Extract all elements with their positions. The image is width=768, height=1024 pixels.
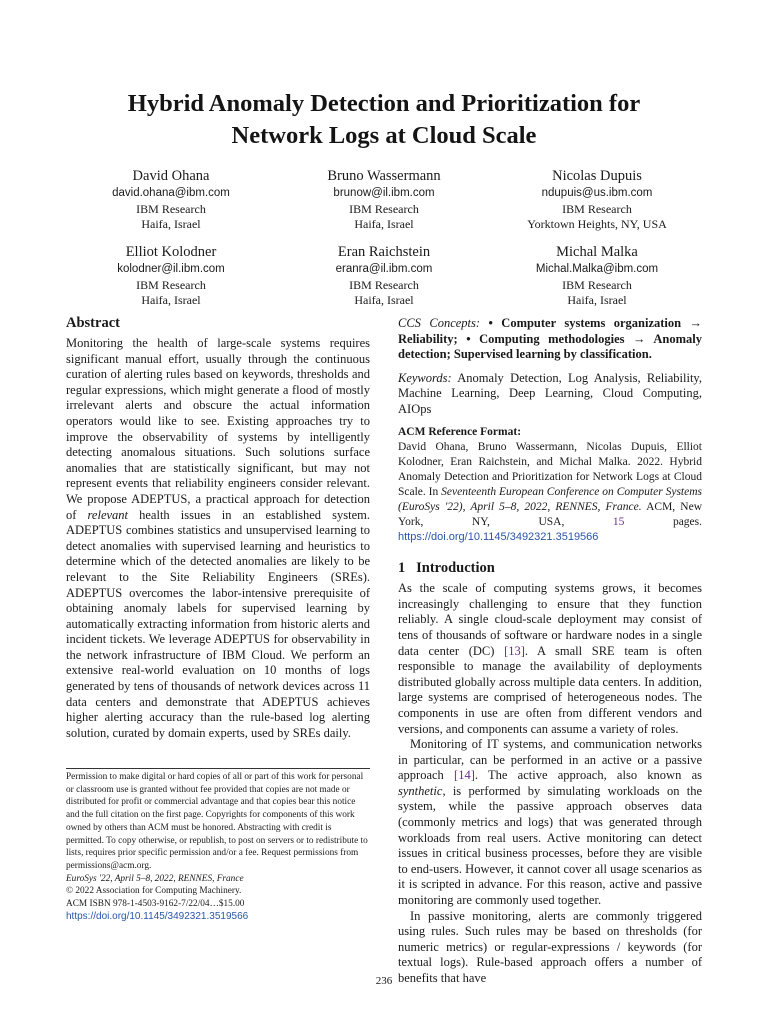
abstract-text-1: Monitoring the health of large-scale systems requires significant manual effort, usually through the continuous curation of alerting rules based on keywords, thresholds and regular expressions, which might generate a flood of mostly irrelevant alerts and obscure the actual information operators would like to see. Existing approaches try to improve the observability of systems by intelligently detecting anomalous situations. Such solutions surface anomalies that are statistically significant, but may not represent events that reliability engineers consider relevant. We propose ADEPTUS, a practical approach for detection of: [66, 336, 370, 522]
paper-title: [60, 88, 708, 152]
keywords-text: Anomaly Detection, Log Analysis, Reliability, Machine Learning, Deep Learning, Cloud Computing, AIOps: [398, 370, 702, 416]
author-name: Michal Malka: [556, 244, 638, 260]
title-line-2: Network Logs at Cloud Scale: [231, 122, 537, 149]
author-name: David Ohana: [132, 168, 210, 184]
author-block-4: [66, 243, 276, 309]
title-line-1: Hybrid Anomaly Detection and Prioritization for: [127, 90, 641, 117]
footnote-doi-link[interactable]: https://doi.org/10.1145/3492321.3519566: [66, 910, 249, 922]
abstract-emphasis: relevant: [87, 507, 129, 522]
author-org: IBM Research: [349, 201, 419, 216]
isbn-line: ACM ISBN 978-1-4503-9162-7/22/04…$15.00: [66, 899, 245, 910]
conference-venue: EuroSys '22, April 5–8, 2022, RENNES, France: [66, 873, 244, 884]
permission-notice: Permission to make digital or hard copies of all or part of this work for personal or classroom use is granted without fee provided that copies are not made or distributed for profit or commercial advantage and that copies bear this notice and the full citation on the first page. Copyrights for components of this work owned by others than ACM must be honored. Abstracting with credit is permitted. To copy otherwise, or republish, to post on servers or to redistribute to lists, requires prior specific permission and/or a fee. Request permissions from permissions@acm.org.: [66, 772, 368, 871]
author-block-6: [492, 243, 702, 309]
author-name: Eran Raichstein: [337, 244, 431, 260]
author-org: IBM Research: [562, 201, 632, 216]
author-email[interactable]: Michal.Malka@ibm.com: [535, 263, 659, 275]
author-org: IBM Research: [136, 201, 206, 216]
author-org: IBM Research: [562, 277, 632, 292]
intro-paragraph-3: In passive monitoring, alerts are commonly triggered using rules. Such rules may be based on thresholds (for numeric metrics) or regular-expressions / keywords (for textual logs). Rule-based approach offers a number of benefits that have: [398, 908, 702, 985]
reference-format-heading: ACM Reference Format:: [398, 425, 522, 438]
author-location: Haifa, Israel: [567, 293, 627, 307]
ccs-label: CCS Concepts:: [398, 316, 481, 330]
reference-format-text: David Ohana, Bruno Wassermann, Nicolas Dupuis, Elliot Kolodner, Eran Raichstein, and Michal Malka. 2022. Hybrid Anomaly Detection and Prioritization for Network Logs at Cloud Scale. In Seventeenth European Conference on Computer Systems (EuroSys '22), April 5–8, 2022, RENNES, France. ACM, New York, NY, USA, 15 pages. https://doi.org/10.1145/3492321.3519566: [398, 441, 703, 544]
author-name: Elliot Kolodner: [125, 244, 217, 260]
author-location: Haifa, Israel: [141, 293, 201, 307]
left-column: [66, 314, 370, 741]
introduction-heading: [398, 559, 702, 577]
abstract-text-2: health issues in an established system. ADEPTUS combines statistics and unsupervised learning to detect anomalies with supervised learning and heuristics to determine which of the detected anomalies are likely to be relevant to the Site Reliability Engineers (SREs). ADEPTUS overcomes the labor-intensive prerequisite of obtaining anomaly labels for supervised learning by automatically extracting information from historic alerts and incident tickets. We leverage ADEPTUS for observability in the network infrastructure of IBM Cloud. We perform an extensive real-world evaluation on 10 months of logs generated by tens of thousands of network devices across 11 data centers and demonstrate that ADEPTUS achieves higher alerting accuracy than the rule-based log alerting solution, curated by domain experts, used by SREs daily.: [66, 507, 370, 740]
author-location: Haifa, Israel: [354, 217, 414, 231]
footnote-divider: [66, 768, 370, 769]
author-email[interactable]: brunow@il.ibm.com: [333, 187, 435, 199]
ccs-text: • Computer systems organization → Reliability; • Computing methodologies → Anomaly detection; Supervised learning by classification.: [398, 316, 703, 362]
keywords-label: Keywords:: [398, 370, 452, 385]
author-block-2: [279, 167, 489, 233]
author-block-5: [279, 243, 489, 309]
author-name: Bruno Wassermann: [327, 168, 441, 184]
author-name: Nicolas Dupuis: [552, 168, 642, 184]
reference-pages-link[interactable]: 15: [612, 516, 625, 529]
author-email[interactable]: kolodner@il.ibm.com: [117, 263, 225, 275]
copyright-line: © 2022 Association for Computing Machinery.: [66, 886, 242, 897]
copyright-footnote: [66, 771, 370, 923]
author-block-3: [492, 167, 702, 233]
intro-paragraph-2: Monitoring of IT systems, and communication networks in particular, can be performed in an active or a passive approach [14]. The active approach, also known as synthetic, is performed by simulating workloads on the system, while the passive approach observes data (commonly metrics and logs) that was generated through workloads from real users. Active monitoring can detect issues in critical business processes, before they are visible to end-users. However, it cannot cover all usage scenarios as it is scripted in advance. For this reason, active and passive monitoring are commonly used together.: [398, 737, 702, 908]
citation-14[interactable]: [14]: [454, 768, 475, 783]
section-number: 1: [398, 560, 406, 577]
author-location: Haifa, Israel: [354, 293, 414, 307]
author-org: IBM Research: [349, 277, 419, 292]
ccs-concepts: [398, 316, 702, 363]
abstract-body: [66, 336, 370, 741]
author-org: IBM Research: [136, 277, 206, 292]
reference-doi-link[interactable]: https://doi.org/10.1145/3492321.3519566: [398, 531, 599, 544]
author-location: Haifa, Israel: [141, 217, 201, 231]
abstract-heading: Abstract: [66, 315, 120, 331]
right-column: [398, 316, 702, 987]
intro-paragraph-1: As the scale of computing systems grows, it becomes increasingly challenging to ensure that they function reliably. A single cloud-scale deployment may consist of tens of thousands of software or hardware nodes in a single data center (DC) [13]. A small SRE team is often responsible to manage the availability of deployments distributed globally across multiple data centers. In addition, large systems are comprised of heterogeneous nodes. The components in use are often from different vendors and versions, and components can assume a variety of roles.: [398, 581, 703, 736]
author-email[interactable]: david.ohana@ibm.com: [112, 187, 230, 199]
author-block-1: [66, 167, 276, 233]
citation-13[interactable]: [13]: [504, 643, 525, 658]
page-number: 236: [375, 975, 393, 987]
author-email[interactable]: eranra@il.ibm.com: [335, 263, 433, 275]
author-email[interactable]: ndupuis@us.ibm.com: [541, 187, 653, 199]
section-title: Introduction: [416, 560, 495, 577]
keywords: [398, 371, 702, 418]
author-location: Yorktown Heights, NY, USA: [527, 217, 667, 231]
